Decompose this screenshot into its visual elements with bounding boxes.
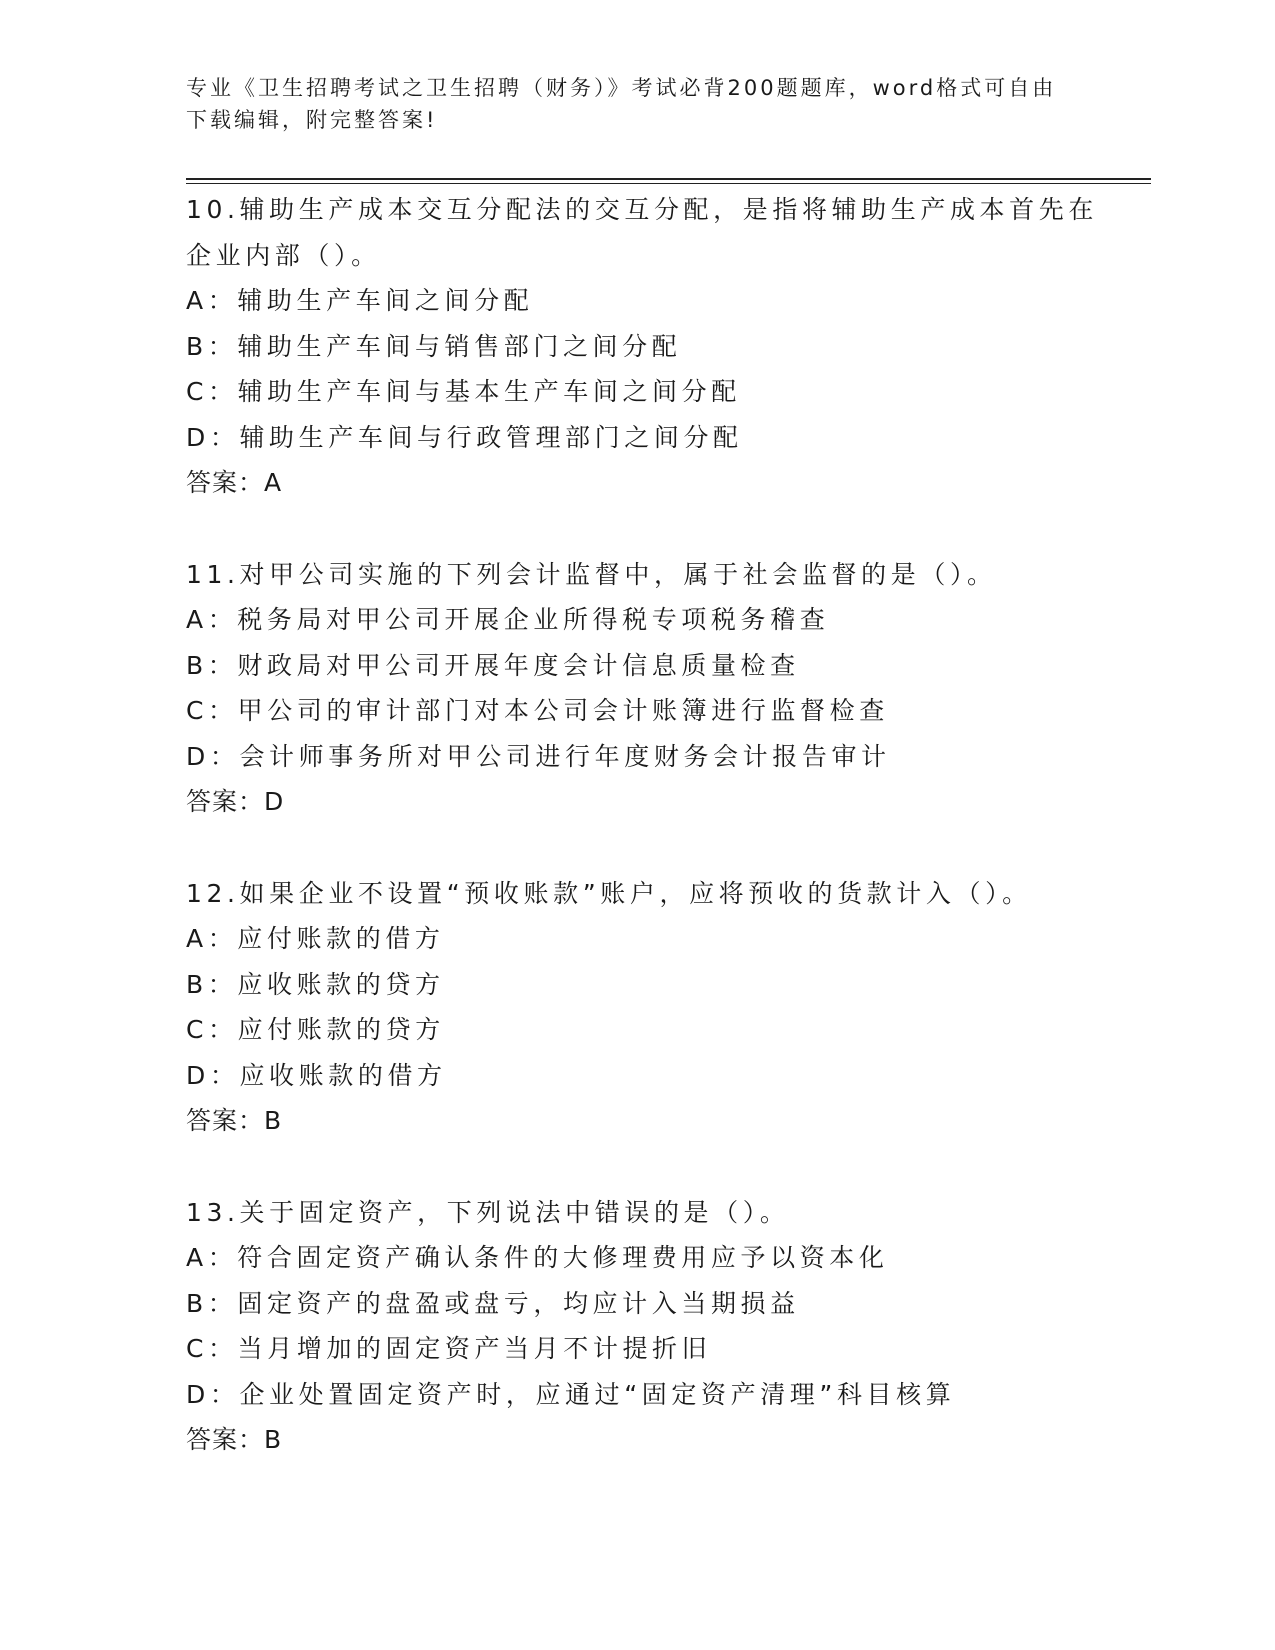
- option-c: C：当月增加的固定资产当月不计提折旧: [186, 1334, 712, 1363]
- answer-line: 答案：A: [186, 468, 283, 497]
- answer-line: 答案：B: [186, 1425, 283, 1454]
- option-d: D：会计师事务所对甲公司进行年度财务会计报告审计: [186, 741, 891, 771]
- question-list: [186, 187, 1106, 1509]
- question-stem: 11.对甲公司实施的下列会计监督中，属于社会监督的是（）。: [186, 559, 997, 589]
- question-stem: 10.辅助生产成本交互分配法的交互分配，是指将辅助生产成本首先在企业内部（）。: [186, 195, 1098, 270]
- header-rule-thick: [186, 178, 1151, 180]
- question-11: [186, 552, 1106, 825]
- option-b: B：财政局对甲公司开展年度会计信息质量检查: [186, 650, 800, 680]
- option-a: A：应付账款的借方: [186, 924, 445, 953]
- option-c: C：应付账款的贷方: [186, 1015, 445, 1044]
- option-d: D：辅助生产车间与行政管理部门之间分配: [186, 422, 743, 452]
- question-13: [186, 1190, 1106, 1463]
- option-d: D：企业处置固定资产时，应通过“固定资产清理”科目核算: [186, 1379, 956, 1409]
- question-stem: 12.如果企业不设置“预收账款”账户，应将预收的货款计入（）。: [186, 878, 1032, 908]
- option-b: B：应收账款的贷方: [186, 969, 445, 999]
- option-c: C：甲公司的审计部门对本公司会计账簿进行监督检查: [186, 696, 889, 725]
- option-b: B：固定资产的盘盈或盘亏，均应计入当期损益: [186, 1288, 800, 1318]
- option-b: B：辅助生产车间与销售部门之间分配: [186, 331, 682, 361]
- header-rule-thin: [186, 183, 1151, 184]
- option-a: A：税务局对甲公司开展企业所得税专项税务稽查: [186, 605, 830, 634]
- option-a: A：辅助生产车间之间分配: [186, 286, 534, 315]
- option-c: C：辅助生产车间与基本生产车间之间分配: [186, 377, 741, 406]
- answer-line: 答案：D: [186, 787, 285, 816]
- question-12: [186, 871, 1106, 1144]
- question-stem: 13.关于固定资产，下列说法中错误的是（）。: [186, 1197, 790, 1227]
- document-header: 专业《卫生招聘考试之卫生招聘（财务）》考试必背200题题库，word格式可自由下载编辑，附完整答案!: [186, 76, 1057, 132]
- option-a: A：符合固定资产确认条件的大修理费用应予以资本化: [186, 1243, 889, 1272]
- option-d: D：应收账款的借方: [186, 1060, 447, 1090]
- answer-line: 答案：B: [186, 1106, 283, 1135]
- question-10: [186, 187, 1106, 506]
